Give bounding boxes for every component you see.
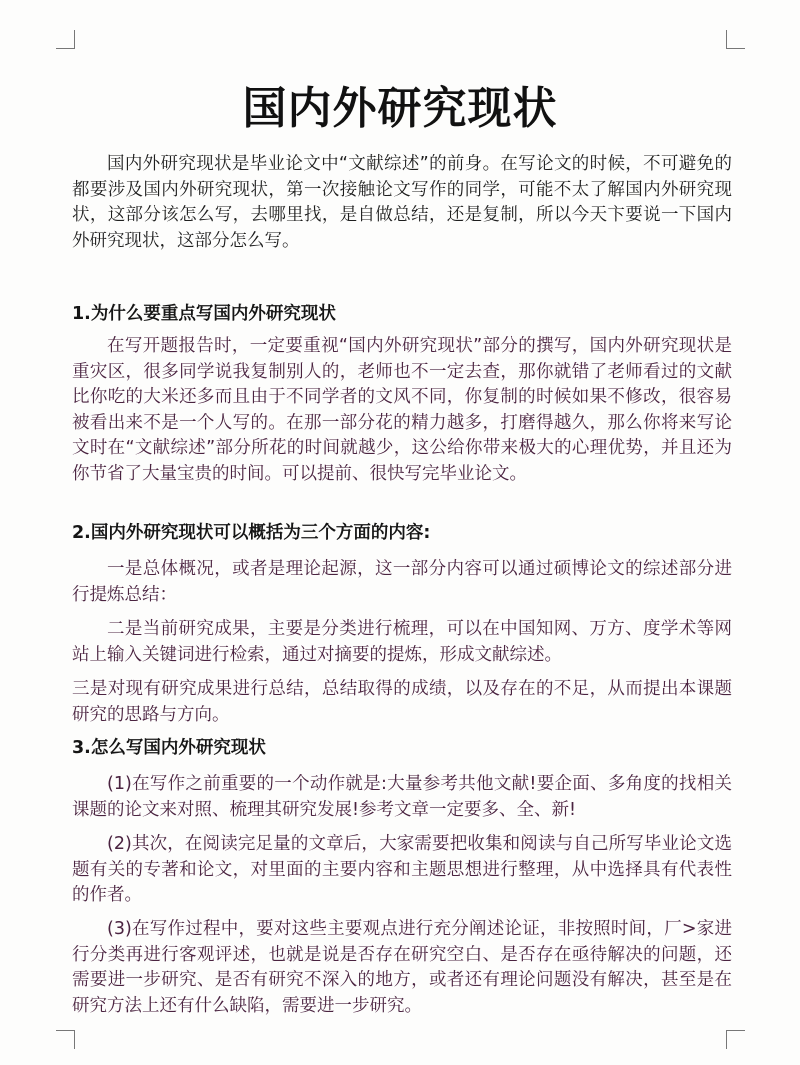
section-1-heading: 1.为什么要重点写国内外研究现状 [72,304,336,324]
crop-mark-top-right [726,30,745,49]
section-3-paragraph-3: (3)在写作过程中，要对这些主要观点进行充分阐述论证，非按照时间，厂>家进行分类再进行客观评述，也就是说是否存在研究空白、是否存在亟待解决的问题，还需要进一步研究、是否有研究不深入的地方，或者还有理论问题没有解决，甚至是在研究方法上还有什么缺陷，需要进一步研究。 [72,919,732,1016]
intro-paragraph: 国内外研究现状是毕业论文中“文献综述”的前身。在写论文的时候，不可避免的都要涉及国内外研究现状，第一次接触论文写作的同学，可能不太了解国内外研究现状，这部分该怎么写，去哪里找，是自做总结，还是复制，所以今天卞要说一下国内外研究现状，这部分怎么写。 [72,154,732,251]
section-2-paragraph-3: 三是对现有研究成果进行总结，总结取得的成绩，以及存在的不足，从而提出本课题研究的思路与方向。 [72,679,732,725]
section-1-paragraph: 在写开题报告时，一定要重视“国内外研究现状”部分的撰写，国内外研究现状是重灾区，很多同学说我复制别人的，老师也不一定去查，那你就错了老师看过的文献比你吃的大米还多而且由于不同学者的文风不同，你复制的时候如果不修改，很容易被看出来不是一个人写的。在那一部分花的精力越多，打磨得越久，那么你将来写论文时在“文献综述”部分所花的时间就越少，这公给你带来极大的心理优势，并且还为你节省了大量宝贵的时间。可以提前、很快写完毕业论文。 [72,336,732,484]
section-3-paragraph-2: (2)其次，在阅读完足量的文章后，大家需要把收集和阅读与自己所写毕业论文选题有关的专著和论文，对里面的主要内容和主题思想进行整理，从中选择具有代表性的作者。 [72,834,732,905]
crop-mark-bottom-left [56,1030,75,1049]
section-2-paragraph-2: 二是当前研究成果，主要是分类进行梳理，可以在中国知网、万方、度学术等网站上输入关键词进行检索，通过对摘要的提炼，形成文献综述。 [72,619,732,665]
section-3-paragraph-1: (1)在写作之前重要的一个动作就是:大量参考共他文献!要企面、多角度的找相关课题的论文来对照、梳理其研究发展!参考文章一定要多、全、新! [72,774,732,820]
crop-mark-top-left [56,30,75,49]
crop-mark-bottom-right [726,1030,745,1049]
section-2-heading: 2.国内外研究现状可以概括为三个方面的内容: [72,523,431,543]
document-title: 国内外研究现状 [242,83,558,134]
section-3-heading: 3.怎么写国内外研究现状 [72,738,266,758]
section-2-paragraph-1: 一是总体概况，或者是理论起源，这一部分内容可以通过硕博论文的综述部分进行提炼总结： [72,559,732,605]
